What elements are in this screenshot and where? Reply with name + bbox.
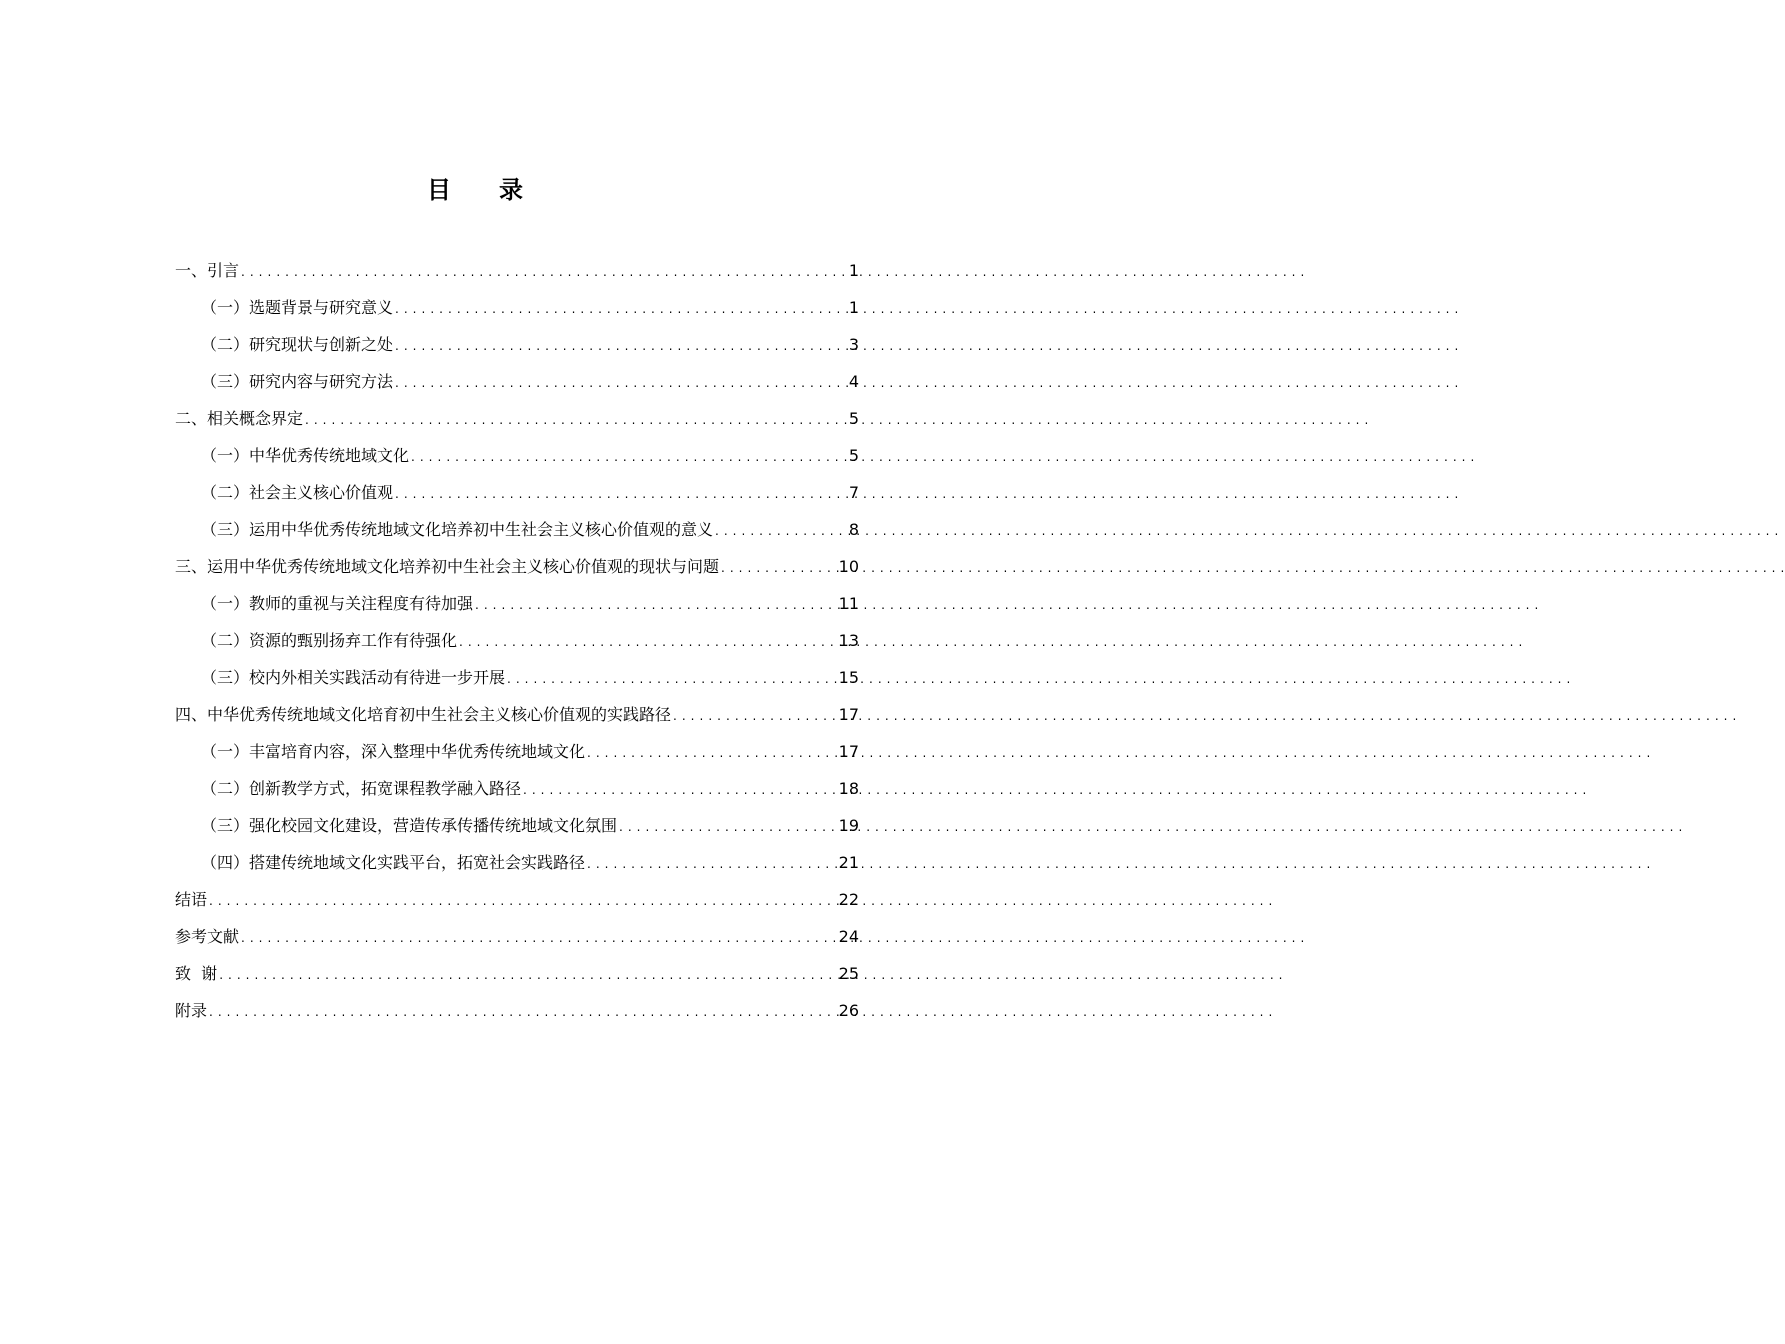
toc-leader-dots <box>241 918 837 957</box>
toc-entry-page: 18 <box>838 779 859 798</box>
toc-entry[interactable] <box>175 548 859 585</box>
toc-entry-page: 1 <box>848 298 859 317</box>
toc-entry-page: 3 <box>848 335 859 354</box>
toc-entry-label: （一）教师的重视与关注程度有待加强 <box>201 594 474 613</box>
toc-leader-dots <box>475 585 837 624</box>
toc-entry-page: 26 <box>838 1001 859 1020</box>
toc-entry-page: 17 <box>838 742 859 761</box>
table-of-contents <box>175 252 859 1029</box>
toc-entry-label: （三）强化校园文化建设，营造传承传播传统地域文化氛围 <box>201 816 618 835</box>
toc-entry[interactable] <box>175 363 859 400</box>
toc-entry-label: （三）运用中华优秀传统地域文化培养初中生社会主义核心价值观的意义 <box>201 520 714 539</box>
toc-entry-page: 5 <box>848 409 859 428</box>
toc-entry-label: （三）研究内容与研究方法 <box>201 372 394 391</box>
toc-entry[interactable] <box>175 770 859 807</box>
title-char-1: 目 <box>427 176 451 204</box>
toc-leader-dots <box>673 696 837 735</box>
toc-entry-label: 附录 <box>175 1001 208 1020</box>
toc-entry[interactable] <box>175 622 859 659</box>
toc-entry[interactable] <box>175 474 859 511</box>
toc-entry-label: （四）搭建传统地域文化实践平台，拓宽社会实践路径 <box>201 853 586 872</box>
toc-entry[interactable] <box>175 807 859 844</box>
toc-leader-dots <box>241 252 847 291</box>
toc-entry[interactable] <box>175 733 859 770</box>
toc-entry-page: 24 <box>838 927 859 946</box>
toc-entry[interactable] <box>175 881 859 918</box>
toc-leader-dots <box>411 437 847 476</box>
toc-entry-page: 4 <box>848 372 859 391</box>
toc-entry-label: （一）中华优秀传统地域文化 <box>201 446 410 465</box>
toc-entry-label: 三、运用中华优秀传统地域文化培养初中生社会主义核心价值观的现状与问题 <box>175 557 720 576</box>
toc-entry-label: （一）选题背景与研究意义 <box>201 298 394 317</box>
toc-entry[interactable] <box>175 511 859 548</box>
toc-entry[interactable] <box>175 289 859 326</box>
toc-entry-page: 19 <box>838 816 859 835</box>
toc-entry-label: （一）丰富培育内容，深入整理中华优秀传统地域文化 <box>201 742 586 761</box>
toc-entry[interactable] <box>175 918 859 955</box>
toc-entry-label: （二）社会主义核心价值观 <box>201 483 394 502</box>
toc-entry-page: 15 <box>838 668 859 687</box>
toc-entry-label: （二）研究现状与创新之处 <box>201 335 394 354</box>
toc-entry[interactable] <box>175 696 859 733</box>
toc-entry-label: 一、引言 <box>175 261 240 280</box>
toc-entry-page: 10 <box>838 557 859 576</box>
toc-entry[interactable] <box>175 585 859 622</box>
toc-entry-page: 11 <box>838 594 859 613</box>
toc-entry[interactable] <box>175 400 859 437</box>
toc-entry-page: 8 <box>848 520 859 539</box>
title-char-2: 录 <box>499 176 523 204</box>
toc-leader-dots <box>305 400 847 439</box>
toc-entry-label: 四、中华优秀传统地域文化培育初中生社会主义核心价值观的实践路径 <box>175 705 672 724</box>
toc-leader-dots <box>395 474 847 513</box>
toc-leader-dots <box>715 511 847 550</box>
toc-leader-dots <box>587 844 837 883</box>
toc-leader-dots <box>523 770 837 809</box>
toc-entry-page: 7 <box>848 483 859 502</box>
toc-entry[interactable] <box>175 659 859 696</box>
toc-entry[interactable] <box>175 326 859 363</box>
toc-entry-page: 13 <box>838 631 859 650</box>
toc-entry-page: 17 <box>838 705 859 724</box>
toc-entry[interactable] <box>175 437 859 474</box>
toc-entry-page: 22 <box>838 890 859 909</box>
toc-leader-dots <box>507 659 837 698</box>
toc-leader-dots <box>587 733 837 772</box>
toc-leader-dots <box>395 289 847 328</box>
toc-entry-page: 21 <box>838 853 859 872</box>
toc-entry-label: 二、相关概念界定 <box>175 409 304 428</box>
toc-entry[interactable] <box>175 955 859 992</box>
toc-entry-page: 5 <box>848 446 859 465</box>
toc-leader-dots <box>209 992 837 1031</box>
toc-entry-page: 1 <box>848 261 859 280</box>
toc-entry-label: 结语 <box>175 890 208 909</box>
toc-leader-dots <box>209 881 837 920</box>
toc-entry-label: 参考文献 <box>175 927 240 946</box>
toc-leader-dots <box>459 622 837 661</box>
toc-entry-label: 致 谢 <box>175 964 218 983</box>
toc-entry[interactable] <box>175 844 859 881</box>
toc-entry-page: 25 <box>838 964 859 983</box>
toc-entry[interactable] <box>175 252 859 289</box>
toc-leader-dots <box>721 548 837 587</box>
toc-leader-dots <box>219 955 836 994</box>
page-title <box>0 170 950 205</box>
toc-entry[interactable] <box>175 992 859 1029</box>
toc-leader-dots <box>619 807 837 846</box>
toc-entry-label: （三）校内外相关实践活动有待进一步开展 <box>201 668 506 687</box>
toc-entry-label: （二）创新教学方式，拓宽课程教学融入路径 <box>201 779 522 798</box>
toc-leader-dots <box>395 363 847 402</box>
toc-entry-label: （二）资源的甄别扬弃工作有待强化 <box>201 631 458 650</box>
toc-leader-dots <box>395 326 847 365</box>
